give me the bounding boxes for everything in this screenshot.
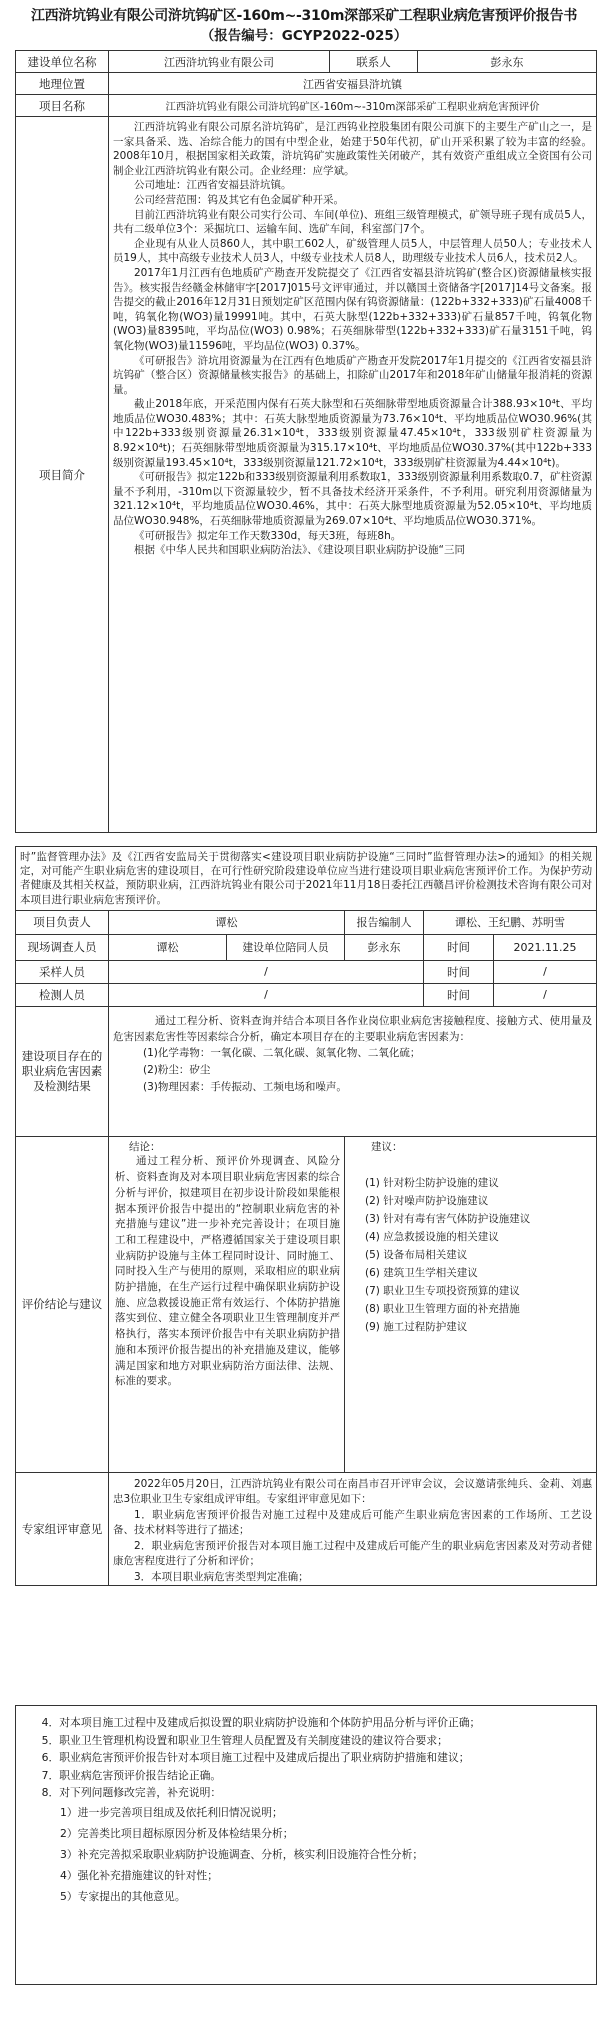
location-value: 江西省安福县浒坑镇 <box>109 73 597 95</box>
suggestion-item: (7) 职业卫生专项投资预算的建议 <box>365 1285 520 1298</box>
intro-paragraph: 《可研报告》拟定122b和333级别资源量利用系数取1，333级别资源量利用系数取0.7，矿柱资源量不予利用，-310m以下资源量较少，暂不具备技术经济开采条件，不予利用。研究利用资源储量为321.12×10⁴t，平均地质品位WO30.46%，其中：石英大脉型地质资源量为52.05×10⁴t、平均地质品位WO30.948%，石英细脉带地质资源量为269.07×10⁴t、平均地质品位WO30.371%。 <box>113 471 592 528</box>
site-time-label: 时间 <box>424 934 494 960</box>
report-author-value: 谭松、王纪鹏、苏明雪 <box>424 910 597 934</box>
suggestion-cell <box>345 1136 597 1472</box>
intro-paragraph: 2017年1月江西有色地质矿产勘查开发院提交了《江西省安福县浒坑钨矿(整合区)资源储量核实报告》。核实报告经赣金林储审字[2017]015号文评审通过，并以赣国土资储备字[2017]14号文备案。报告提交的截止2016年12月31日预划定矿区范围内保有钨资源储量：(122b+332+333)矿石量4008千吨，钨氧化物(WO3)量19991吨。其中，石英大脉型(122b+332+333)矿石量857千吨，钨氧化物(WO3)量8395吨，平均品位(WO3) 0.98%；石英细脉带型(122b+332+333)矿石量3151千吨，钨氧化物(WO3)量11596吨，平均品位(WO3) 0.37%。 <box>113 266 592 352</box>
project-name-label: 项目名称 <box>16 95 109 117</box>
suggestion-title: 建议： <box>371 1140 403 1153</box>
intro-paragraph: 公司经营范围：钨及其它有色金属矿种开采。 <box>134 193 344 206</box>
intro-paragraph: 江西浒坑钨业有限公司原名浒坑钨矿，是江西钨业控股集团有限公司旗下的主要生产矿山之一，是一家具备采、选、冶综合能力的国有中型企业，始建于50年代初，矿山开采积累了较为丰富的经验。2008年10月，根据国家相关政策，浒坑钨矿实施政策性关闭破产，其有效资产重组成立全资国有公司制企业江西浒坑钨业有限公司。企业经理：应学斌。 <box>113 121 592 177</box>
report-number: （报告编号：GCYP2022-025） <box>200 28 408 44</box>
leader-label: 项目负责人 <box>16 910 109 934</box>
intro-paragraph: 公司地址：江西省安福县浒坑镇。 <box>134 179 292 192</box>
suggestion-item: (1) 针对粉尘防护设施的建议 <box>365 1177 499 1190</box>
expert-content <box>109 1472 597 1586</box>
project-name-value: 江西浒坑钨业有限公司浒坑钨矿区-160m~-310m深部采矿工程职业病危害预评价 <box>109 95 597 117</box>
intro-paragraph: 《可研报告》拟定年工作天数330d，每天3班，每班8h。 <box>134 529 402 542</box>
report-author-label: 报告编制人 <box>345 910 424 934</box>
expert-paragraph: 5．职业卫生管理机构设置和职业卫生管理人员配置及有关制度建设的建议符合要求； <box>41 1733 448 1747</box>
intro-content <box>109 117 597 833</box>
issues-item: (2)粉尘：矽尘 <box>143 1063 211 1076</box>
issues-item: (3)物理因素：手传振动、工频电场和噪声。 <box>143 1080 347 1093</box>
contact-label: 联系人 <box>330 51 418 73</box>
revision-item: 1）进一步完善项目组成及依托利旧情况说明； <box>60 1805 283 1819</box>
tester-label: 检测人员 <box>16 983 109 1006</box>
section2-table <box>15 846 597 1586</box>
contact-value: 彭永东 <box>418 51 597 73</box>
site-time-value: 2021.11.25 <box>494 934 597 960</box>
intro-paragraph: 目前江西浒坑钨业有限公司实行公司、车间(单位)、班组三级管理模式，矿领导班子现有成员5人，共有二级单位3个：采掘坑口、运输车间、选矿车间，科室部门7个。 <box>113 208 592 236</box>
expert-paragraph: 2．职业病危害预评价报告对本项目施工过程中及建成后可能产生的职业病危害因素及对劳动者健康危害程度进行了分析和评价； <box>113 1539 593 1568</box>
issues-item: (1)化学毒物：一氧化碳、二氧化碳、氮氧化物、二氧化硫； <box>143 1046 421 1059</box>
expert-paragraph: 2022年05月20日，江西浒坑钨业有限公司在南昌市召开评审会议，会议邀请张纯兵、金莉、刘惠忠3位职业卫生专家组成评审组。专家组评审意见如下： <box>113 1477 593 1506</box>
expert-opinion-continuation <box>15 1705 597 1985</box>
sampler-value: / <box>109 960 424 983</box>
site-survey-label: 现场调查人员 <box>16 934 109 960</box>
revision-item: 4）强化补充措施建议的针对性； <box>60 1868 219 1882</box>
report-title: 江西浒坑钨业有限公司浒坑钨矿区-160m~-310m深部采矿工程职业病危害预评价报告书 <box>30 8 578 24</box>
expert-paragraph: 4．对本项目施工过程中及建成后拟设置的职业病防护设施和个体防护用品分析与评价正确； <box>41 1716 481 1729</box>
revision-item: 3）补充完善拟采取职业病防护设施调查、分析，核实利旧设施符合性分析； <box>60 1847 424 1861</box>
suggestion-item: (4) 应急救援设施的相关建议 <box>365 1231 499 1244</box>
conclusion-text: 通过工程分析、预评价外现调查、风险分析、资料查询及对本项目职业病危害因素的综合分析与评价，拟建项目在初步设计阶段如果能根据本预评价报告中提出的“控制职业病危害的补充措施与建议”进一步补充完善设计；在项目施工和工程建设中，严格遵循国家关于建设项目职业病防护设施与主体工程同时设计、同时施工、同时投入生产与使用的原则，采取相应的职业病防护措施，在生产运行过程中确保职业病防护设施、应急救援设施正常有效运行、个体防护措施落实到位、建立健全各项职业卫生管理制度并严格执行，落实本预评价报告中有关职业病防护措施和本预评价报告提出的补充措施及建议，能够满足国家和地方对职业病防治方面法律、法规、标准的要求。 <box>115 1155 340 1388</box>
tester-time-value: / <box>494 983 597 1006</box>
companion-value: 彭永东 <box>345 934 424 960</box>
expert-label: 专家组评审意见 <box>16 1472 109 1586</box>
expert-paragraph: 3．本项目职业病危害类型判定准确； <box>134 1570 309 1583</box>
sampler-label: 采样人员 <box>16 960 109 983</box>
report-header <box>16 6 592 46</box>
eval-label: 评价结论与建议 <box>16 1136 109 1472</box>
companion-label: 建设单位陪同人员 <box>227 934 345 960</box>
builder-value: 江西浒坑钨业有限公司 <box>109 51 330 73</box>
suggestion-item: (9) 施工过程防护建议 <box>365 1321 468 1334</box>
suggestion-item: (3) 针对有毒有害气体防护设施建议 <box>365 1213 531 1226</box>
suggestion-item: (6) 建筑卫生学相关建议 <box>365 1267 478 1280</box>
intro-paragraph: 截止2018年底，开采范围内保有石英大脉型和石英细脉带型地质资源量合计388.93×10⁴t、平均地质品位WO30.483%；其中：石英大脉型地质资源量为73.76×10⁴t、平均地质品位WO30.96%(其中122b+333级别资源量26.31×10⁴t，333级别资源量47.45×10⁴t，333级别矿柱资源量为8.92×10⁴t)；石英细脉带型地质资源量为315.17×10⁴t、平均地质品位WO30.37%(其中122b+333级别资源量193.45×10⁴t，333级别资源量121.72×10⁴t，333级别矿柱资源量为4.44×10⁴t)。 <box>113 398 592 469</box>
suggestion-item: (5) 设备布局相关建议 <box>365 1249 468 1262</box>
expert-paragraph: 6．职业病危害预评价报告针对本项目施工过程中及建成后提出了职业病防护措施和建议； <box>41 1751 470 1765</box>
intro-label: 项目简介 <box>16 117 109 833</box>
intro-continuation <box>16 847 597 911</box>
issues-label: 建设项目存在的职业病危害因素及检测结果 <box>16 1006 109 1136</box>
location-label: 地理位置 <box>16 73 109 95</box>
expert-paragraph: 8．对下列问题修改完善，补充说明： <box>41 1786 222 1800</box>
builder-label: 建设单位名称 <box>16 51 109 73</box>
intro-paragraph: 《可研报告》浒坑用资源量为在江西有色地质矿产勘查开发院2017年1月提交的《江西省安福县浒坑钨矿（整合区）资源储量核实报告》的基础上，扣除矿山2017年和2018年矿山储量年报消耗的资源量。 <box>113 354 592 396</box>
sampler-time-label: 时间 <box>424 960 494 983</box>
conclusion-cell <box>109 1136 345 1472</box>
expert-paragraph: 1．职业病危害预评价报告对施工过程中及建成后可能产生职业病危害因素的工作场所、工艺设备、技术材料等进行了描述； <box>113 1508 593 1537</box>
tester-value: / <box>109 983 424 1006</box>
sampler-time-value: / <box>494 960 597 983</box>
intro-continuation-text: 时”监督管理办法》及《江西省安监局关于贯彻落实<建设项目职业病防护设施“三同时”监督管理办法>的通知》的相关规定，对可能产生职业病危害的建设项目，在可行性研究阶段建设单位应当进行建设项目职业病危害预评价工作。为保护劳动者健康及其相关权益，预防职业病，江西浒坑钨业有限公司于2021年11月18日委托江西赣昌评价检测技术咨询有限公司对本项目进行职业病危害预评价。 <box>20 851 593 906</box>
tester-time-label: 时间 <box>424 983 494 1006</box>
issues-content <box>109 1006 597 1136</box>
revision-item: 2）完善类比项目超标原因分析及体检结果分析； <box>60 1826 294 1840</box>
conclusion-title: 结论： <box>129 1140 161 1153</box>
site-survey-value: 谭松 <box>109 934 227 960</box>
intro-paragraph: 企业现有从业人员860人，其中职工602人，矿级管理人员5人，中层管理人员50人；专业技术人员19人，其中高级专业技术人员3人，中级专业技术人员8人，助理级专业技术人员6人，技术员2人。 <box>113 237 592 265</box>
leader-value: 谭松 <box>109 910 345 934</box>
revision-item: 5）专家提出的其他意见。 <box>60 1889 186 1903</box>
issues-intro: 通过工程分析、资料查询并结合本项目各作业岗位职业病危害接触程度、接触方式、使用量及危害因素危害性等因素综合分析，确定本项目存在的主要职业病危害因素为： <box>113 1014 593 1043</box>
section1-table <box>15 50 597 833</box>
suggestion-item: (8) 职业卫生管理方面的补充措施 <box>365 1303 520 1316</box>
suggestion-item: (2) 针对噪声防护设施建议 <box>365 1195 489 1208</box>
expert-paragraph: 7．职业病危害预评价报告结论正确。 <box>41 1768 222 1782</box>
intro-paragraph: 根据《中华人民共和国职业病防治法》、《建设项目职业病防护设施“三同 <box>134 544 465 557</box>
